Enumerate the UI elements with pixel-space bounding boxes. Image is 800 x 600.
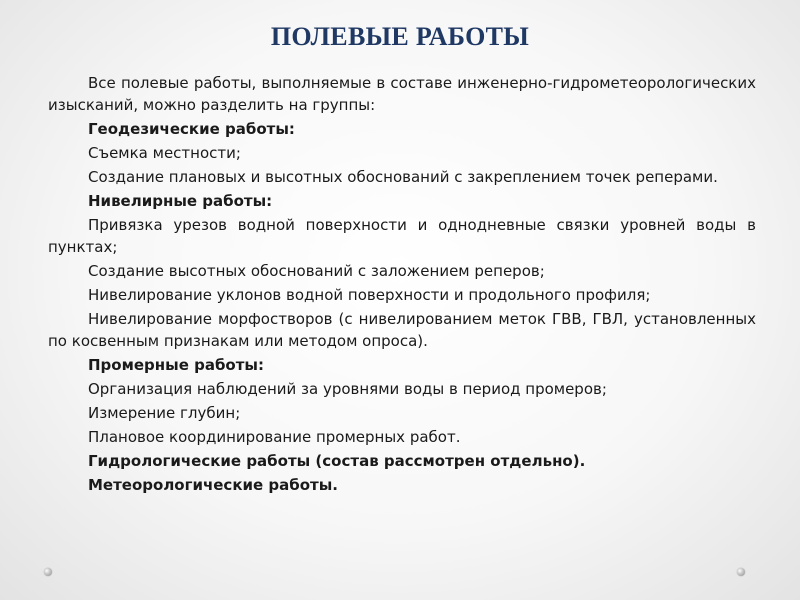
list-item: Нивелирование морфостворов (с нивелированием меток ГВВ, ГВЛ, установленных по косвенным признакам или методом опроса). xyxy=(48,310,756,350)
circle-dot-icon xyxy=(737,568,745,576)
page-title: ПОЛЕВЫЕ РАБОТЫ xyxy=(270,22,530,51)
list-item: Привязка урезов водной поверхности и однодневные связки уровней воды в пунктах; xyxy=(48,216,756,256)
list-item: Измерение глубин; xyxy=(88,404,241,422)
section-heading-geodetic: Геодезические работы: xyxy=(88,120,295,138)
list-item: Съемка местности; xyxy=(88,144,241,162)
list-item: Организация наблюдений за уровнями воды в период промеров; xyxy=(88,380,607,398)
section-heading-hydrological: Гидрологические работы (состав рассмотрен отдельно). xyxy=(88,452,586,470)
section-heading-leveling: Нивелирные работы: xyxy=(88,192,273,210)
circle-dot-icon xyxy=(44,568,52,576)
slide-body xyxy=(48,72,756,498)
list-item: Создание плановых и высотных обоснований с закреплением точек реперами. xyxy=(88,168,718,186)
list-item: Нивелирование уклонов водной поверхности и продольного профиля; xyxy=(88,286,651,304)
section-heading-meteorological: Метеорологические работы. xyxy=(88,476,338,494)
list-item: Создание высотных обоснований с заложением реперов; xyxy=(88,262,545,280)
intro-paragraph: Все полевые работы, выполняемые в составе инженерно-гидрометеорологических изысканий, можно разделить на группы: xyxy=(48,74,756,114)
section-heading-sounding: Промерные работы: xyxy=(88,356,264,374)
list-item: Плановое координирование промерных работ. xyxy=(88,428,461,446)
